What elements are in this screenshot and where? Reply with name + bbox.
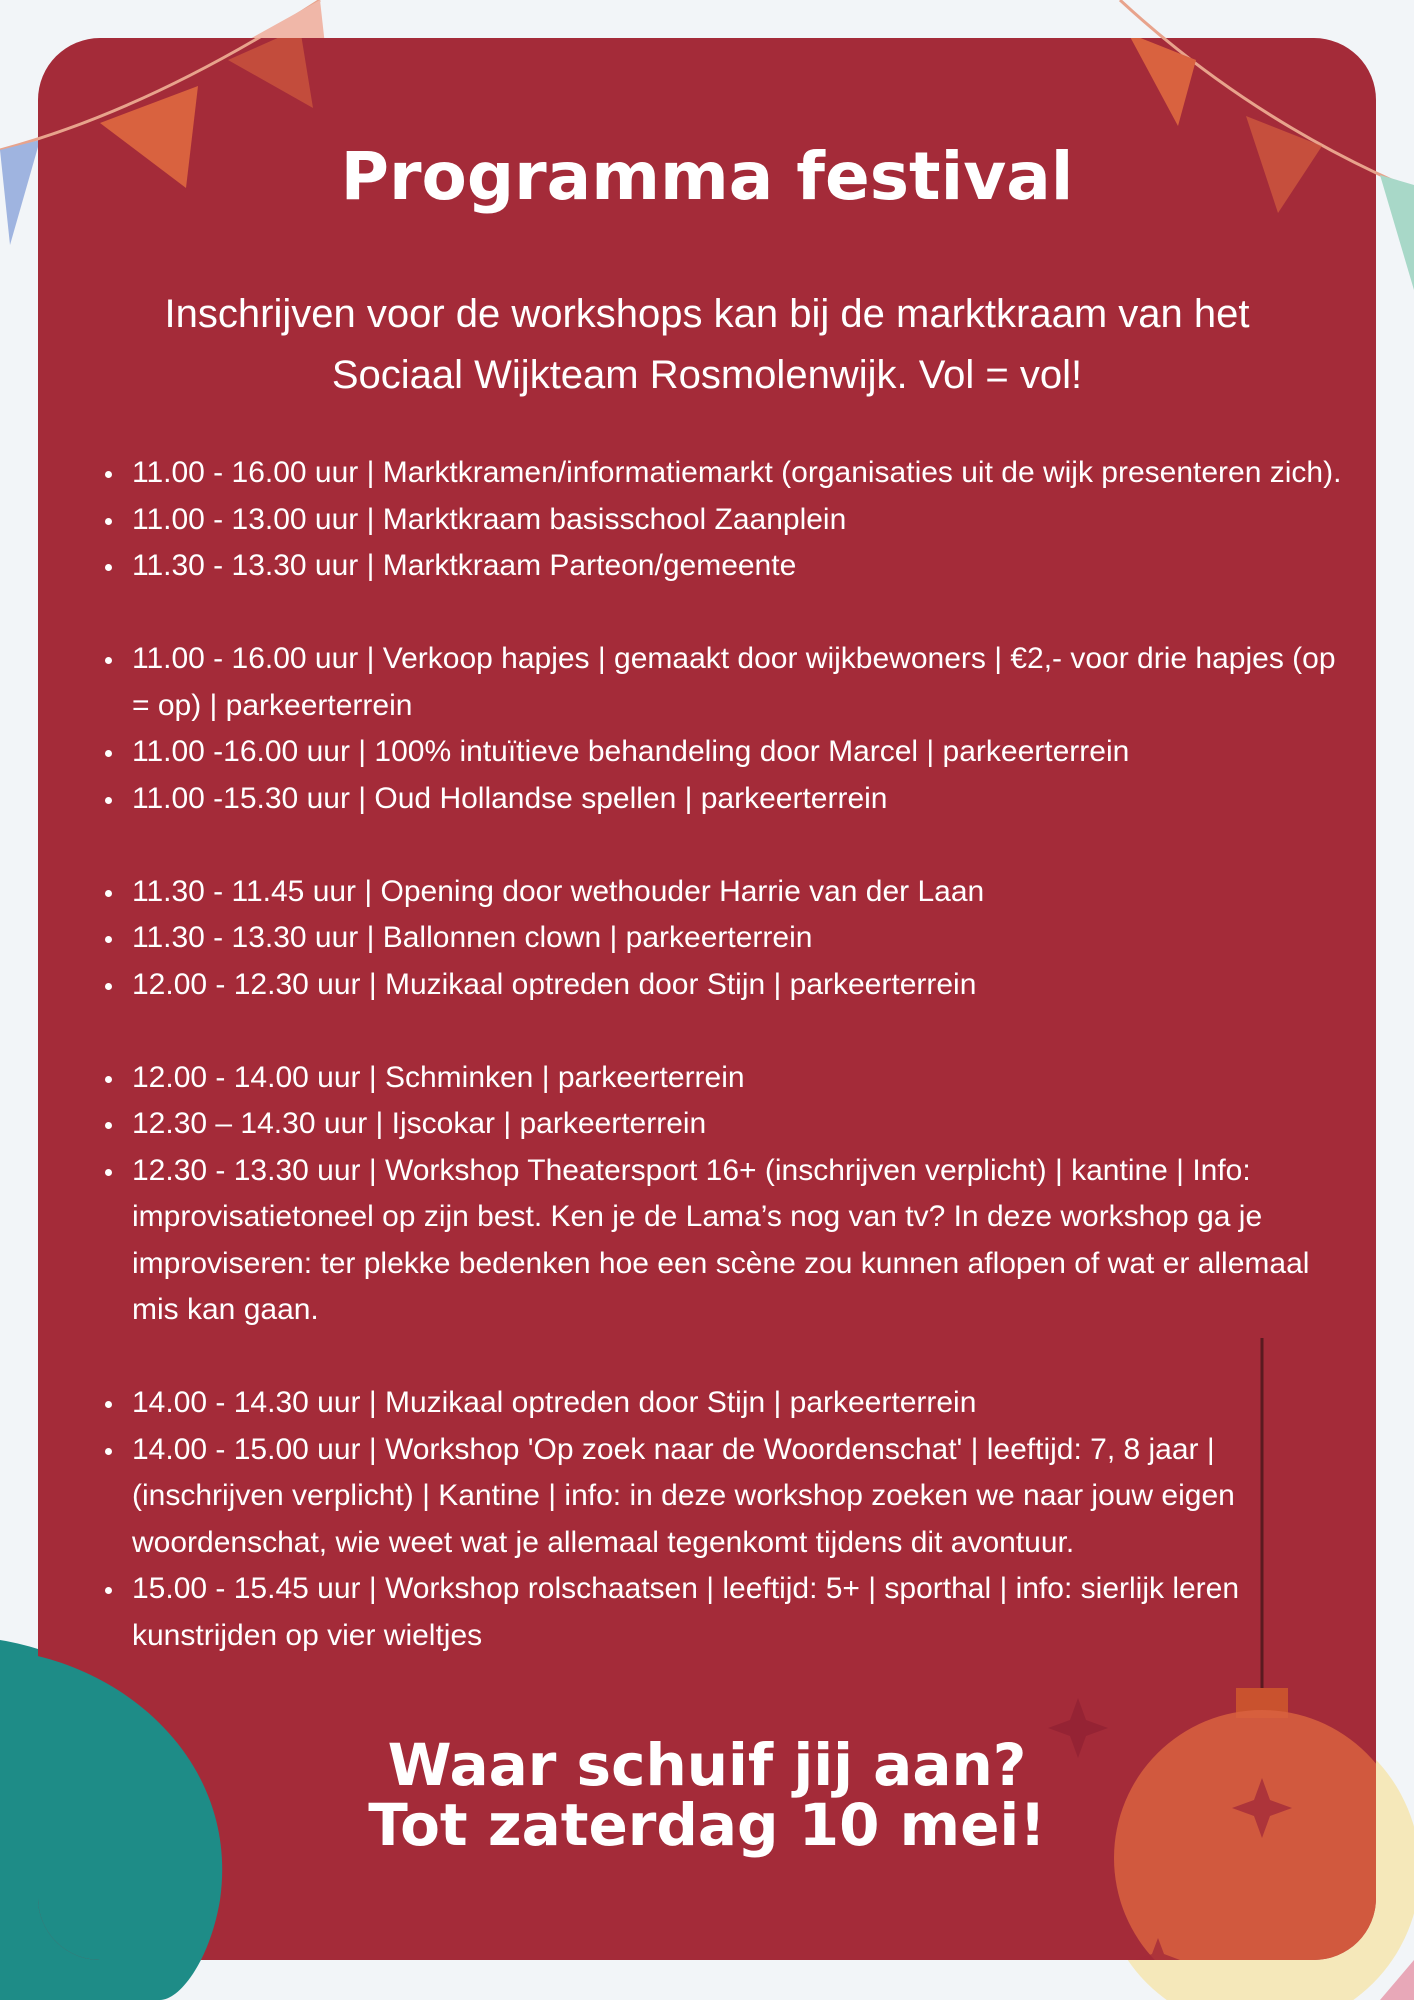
closing-message bbox=[38, 1731, 1376, 1859]
bunting-flag-blue bbox=[0, 140, 40, 245]
page-title: Programma festival bbox=[340, 138, 1074, 215]
program-group bbox=[96, 636, 1356, 822]
registration-intro: Inschrijven voor de workshops kan bij de marktkraam van het Sociaal Wijkteam Rosmolenwijk. Vol = vol! bbox=[164, 292, 1250, 397]
program-item: 11.00 - 16.00 uur | Verkoop hapjes | gemaakt door wijkbewoners | €2,- voor drie hapjes (op = op) | parkeerterrein bbox=[96, 636, 1356, 729]
program-item: 11.30 - 11.45 uur | Opening door wethouder Harrie van der Laan bbox=[96, 869, 1356, 916]
program-item: 14.00 - 14.30 uur | Muzikaal optreden door Stijn | parkeerterrein bbox=[96, 1380, 1356, 1427]
program-item: 15.00 - 15.45 uur | Workshop rolschaatsen | leeftijd: 5+ | sporthal | info: sierlijk leren kunstrijden op vier wieltjes bbox=[96, 1566, 1356, 1659]
program-item: 11.00 - 16.00 uur | Marktkramen/informatiemarkt (organisaties uit de wijk presenteren zich). bbox=[96, 450, 1356, 497]
program-item: 11.30 - 13.30 uur | Ballonnen clown | parkeerterrein bbox=[96, 915, 1356, 962]
program-list bbox=[96, 450, 1356, 1706]
program-group bbox=[96, 1380, 1356, 1659]
program-item: 12.00 - 14.00 uur | Schminken | parkeerterrein bbox=[96, 1055, 1356, 1102]
closing-line-date: Tot zaterdag 10 mei! bbox=[368, 1791, 1046, 1859]
program-item: 14.00 - 15.00 uur | Workshop 'Op zoek naar de Woordenschat' | leeftijd: 7, 8 jaar | (inschrijven verplicht) | Kantine | info: in deze workshop zoeken we naar jouw eigen woordenschat, wie weet wat je allemaal tegenkomt tijdens dit avontuur. bbox=[96, 1427, 1356, 1567]
program-item: 12.00 - 12.30 uur | Muzikaal optreden door Stijn | parkeerterrein bbox=[96, 962, 1356, 1009]
program-item: 12.30 - 13.30 uur | Workshop Theatersport 16+ (inschrijven verplicht) | kantine | Info: improvisatietoneel op zijn best. Ken je de Lama’s nog van tv? In deze workshop ga je improviseren: ter plekke bedenken hoe een scène zou kunnen aflopen of wat er allemaal mis kan gaan. bbox=[96, 1148, 1356, 1334]
bunting-flag-orange-right bbox=[1128, 38, 1196, 126]
program-item: 12.30 – 14.30 uur | Ijscokar | parkeerterrein bbox=[96, 1101, 1356, 1148]
program-item: 11.30 - 13.30 uur | Marktkraam Parteon/gemeente bbox=[96, 543, 1356, 590]
bunting-flag-green bbox=[1380, 175, 1414, 290]
program-item: 11.00 - 13.00 uur | Marktkraam basisschool Zaanplein bbox=[96, 497, 1356, 544]
program-item: 11.00 -16.00 uur | 100% intuïtieve behandeling door Marcel | parkeerterrein bbox=[96, 729, 1356, 776]
program-group bbox=[96, 1055, 1356, 1334]
program-item: 11.00 -15.30 uur | Oud Hollandse spellen | parkeerterrein bbox=[96, 776, 1356, 823]
program-group bbox=[96, 869, 1356, 1009]
program-group bbox=[96, 450, 1356, 590]
program-card bbox=[38, 38, 1376, 1960]
closing-line-question: Waar schuif jij aan? bbox=[387, 1731, 1027, 1799]
